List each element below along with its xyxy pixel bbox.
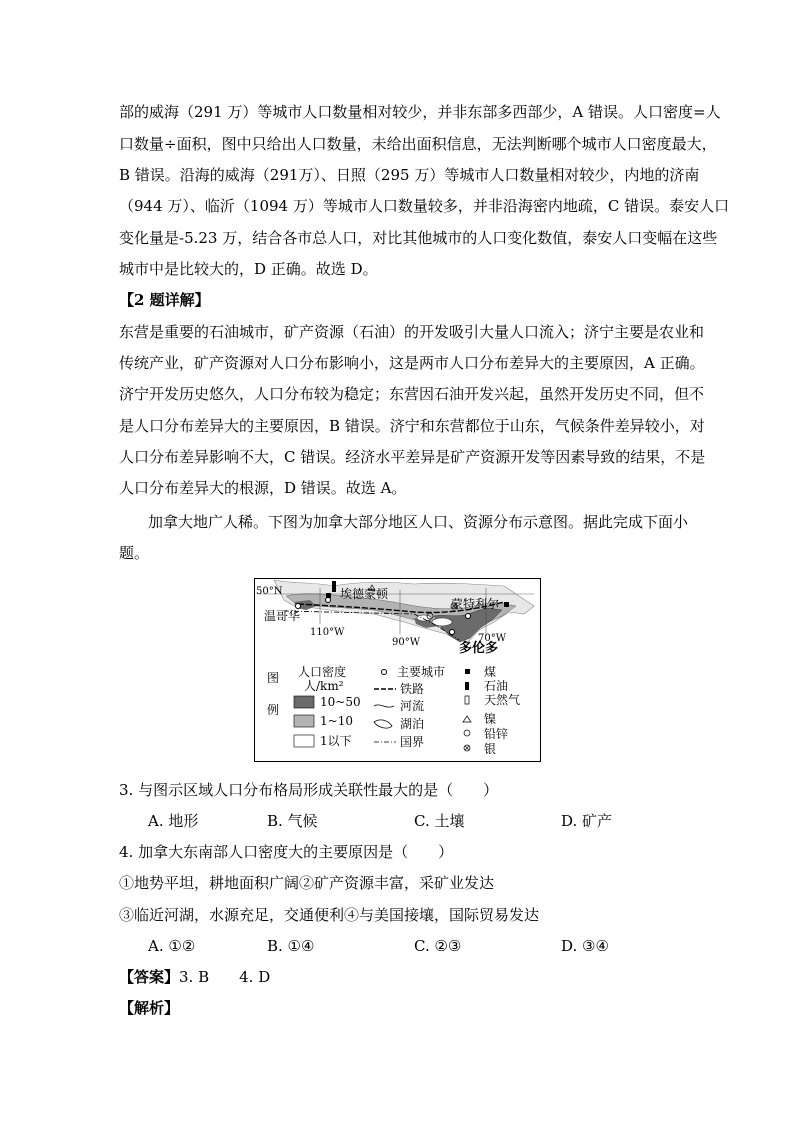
city-montreal-marker bbox=[466, 614, 471, 619]
symbol-label: 河流 bbox=[400, 699, 425, 713]
question-4-item: ③临近河湖，水源充足，交通便利④与美国接壤，国际贸易发达 bbox=[119, 906, 540, 924]
city-label-toronto: 多伦多 bbox=[459, 641, 499, 656]
text-line: 部的威海（291 万）等城市人口数量相对较少，并非东部多西部少，A 错误。人口密度=人 bbox=[119, 103, 721, 121]
coal-icon bbox=[465, 669, 470, 674]
section-heading: 【2 题详解】 bbox=[119, 291, 210, 309]
oil-icon bbox=[465, 682, 469, 690]
text-line: 变化量是-5.23 万，结合各市总人口，对比其他城市的人口变化数值，泰安人口变幅在这些 bbox=[119, 229, 718, 247]
question-3-option-c: C. 土壤 bbox=[414, 812, 465, 830]
text-line: 东营是重要的石油城市，矿产资源（石油）的开发吸引大量人口流入；济宁主要是农业和 bbox=[119, 323, 705, 341]
answer-text: 3. B 4. D bbox=[179, 968, 271, 986]
resource-label: 铅锌 bbox=[484, 727, 509, 741]
lat-label: 50°N bbox=[256, 586, 283, 597]
text-line: （944 万）、临沂（1094 万）等城市人口数量较多，并非沿海密内地疏，C 错误。泰安人口 bbox=[119, 197, 730, 215]
answer-line bbox=[119, 967, 270, 987]
resource-label: 煤 bbox=[484, 665, 497, 679]
coal-icon bbox=[326, 593, 331, 598]
question-3-option-d: D. 矿产 bbox=[561, 812, 613, 830]
answer-label: 【答案】 bbox=[119, 968, 180, 986]
city-label-vancouver: 温哥华 bbox=[264, 609, 301, 623]
text-line: 人口分布差异影响不大，C 错误。经济水平差异是矿产资源开发等因素导致的结果，不是 bbox=[119, 448, 706, 466]
resource-label: 银 bbox=[484, 742, 497, 756]
text-line: 口数量÷面积，图中只给出人口数量，未给出面积信息，无法判断哪个城市人口密度最大， bbox=[119, 135, 717, 153]
question-3-option-b: B. 气候 bbox=[267, 812, 318, 830]
intro-line: 加拿大地广人稀。下图为加拿大部分地区人口、资源分布示意图。据此完成下面小 bbox=[148, 513, 689, 531]
city-label-montreal: 蒙特利尔 bbox=[451, 597, 500, 611]
symbol-label: 国界 bbox=[400, 735, 425, 749]
gas-icon bbox=[465, 696, 469, 704]
question-4-item: ①地势平坦，耕地面积广阔②矿产资源丰富，采矿业发达 bbox=[119, 874, 495, 892]
density-unit: 人/km² bbox=[304, 679, 344, 693]
question-4-option-a: A. ①② bbox=[148, 937, 196, 955]
city-vancouver-marker bbox=[296, 604, 301, 609]
city-label-edmonton: 埃德蒙顿 bbox=[340, 587, 389, 601]
oil-icon bbox=[332, 581, 336, 592]
text-line: 人口分布差异大的根源，D 错误。故选 A。 bbox=[119, 479, 407, 497]
density-title: 人口密度 bbox=[298, 665, 347, 679]
resource-label: 石油 bbox=[484, 679, 509, 693]
symbol-label: 主要城市 bbox=[397, 665, 446, 679]
question-4-option-b: B. ①④ bbox=[267, 937, 315, 955]
question-4-stem: 4. 加拿大东南部人口密度大的主要原因是（ ） bbox=[119, 843, 454, 861]
city-icon bbox=[382, 670, 387, 675]
text-line: 传统产业，矿产资源对人口分布影响小，这是两市人口分布差异大的主要原因，A 正确。 bbox=[119, 354, 705, 372]
density-class: 1以下 bbox=[320, 734, 352, 748]
coal-icon bbox=[504, 602, 509, 607]
resource-label: 镍 bbox=[484, 712, 497, 726]
city-edmonton-marker bbox=[326, 598, 331, 603]
lon-label: 90°W bbox=[392, 637, 421, 648]
question-3-stem: 3. 与图示区域人口分布格局形成关联性最大的是（ ） bbox=[119, 781, 499, 799]
analysis-heading: 【解析】 bbox=[119, 999, 180, 1017]
legend-title: 例 bbox=[267, 703, 280, 717]
density-class: 10~50 bbox=[320, 695, 361, 709]
question-4-option-d: D. ③④ bbox=[561, 937, 609, 955]
question-4-option-c: C. ②③ bbox=[414, 937, 462, 955]
lon-label: 110°W bbox=[310, 627, 345, 638]
symbol-label: 湖泊 bbox=[400, 717, 425, 731]
lon-label: 70°W bbox=[478, 633, 507, 644]
symbol-label: 铁路 bbox=[400, 682, 425, 696]
question-3-option-a: A. 地形 bbox=[148, 812, 199, 830]
text-line: B 错误。沿海的威海（291万）、日照（295 万）等城市人口数量相对较少，内地的济南 bbox=[119, 166, 700, 184]
legend-title: 图 bbox=[267, 671, 280, 685]
text-line: 济宁开发历史悠久，人口分布较为稳定；东营因石油开发兴起，虽然开发历史不同，但不 bbox=[119, 385, 705, 403]
canada-map-figure bbox=[254, 578, 541, 762]
density-class: 1~10 bbox=[320, 714, 353, 728]
text-line: 城市中是比较大的，D 正确。故选 D。 bbox=[119, 260, 378, 278]
text-line: 是人口分布差异大的主要原因，B 错误。济宁和东营都位于山东，气候条件差异较小，对 bbox=[119, 417, 705, 435]
intro-line: 题。 bbox=[119, 544, 150, 562]
resource-label: 天然气 bbox=[484, 693, 521, 707]
city-toronto-marker bbox=[450, 630, 455, 635]
